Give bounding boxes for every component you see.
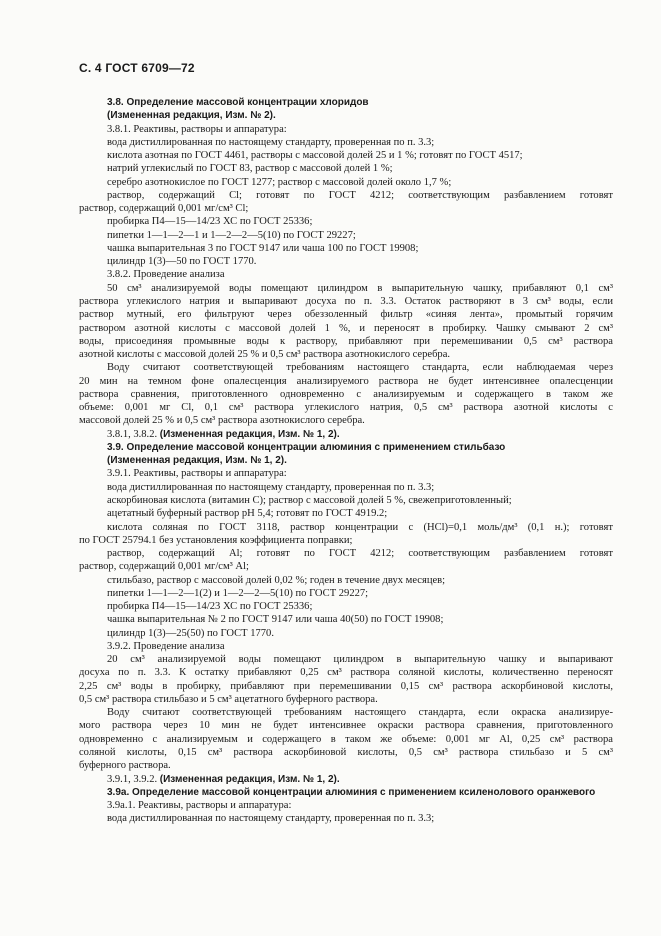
text-line: чашка выпарительная 3 по ГОСТ 9147 или чаша 100 по ГОСТ 19908; [107,242,419,254]
text-line: пипетки 1—1—2—1 и 1—2—2—5(10) по ГОСТ 29227; [107,229,356,241]
text-line: досуха по п. 3.3. К остатку прибавляют 0,25 см³ раствора соляной кислоты, количественно переносят [79,667,613,679]
text-line: раствор, содержащий 0,001 мг/см³ Cl; [79,203,249,215]
page-header: С. 4 ГОСТ 6709—72 [79,61,195,75]
text-line-number: 3.9.1, 3.9.2. [107,773,160,785]
text-line: пипетки 1—1—2—1(2) и 1—2—2—5(10) по ГОСТ 29227; [107,587,369,599]
text-line: 2,25 см³ воды в пробирку, прибавляют при перемешивании 0,15 см³ раствора аскорбиновой кислоты, [79,680,613,692]
text-line: вода дистиллированная по настоящему стандарту, проверенная по п. 3.3; [107,481,435,493]
text-line: пробирка П4—15—14/23 ХС по ГОСТ 25336; [107,601,313,613]
text-line: 20 мин на темном фоне опалесценция анализируемого раствора не будет интенсивнее опалесценции [79,375,613,387]
text-line: 3.9.1. Реактивы, растворы и аппаратура: [107,468,287,480]
text-line: одновременно с анализируемым и содержащего в таком же объеме: 0,001 мг Al, 0,25 см³ раствора [79,733,613,745]
text-line: 3.9. Определение массовой концентрации алюминия с применением стильбазо [107,441,506,453]
text-line: 3.9.2. Проведение анализа [107,640,225,652]
text-line: азотной кислоты с массовой долей 25 % и 0,5 см³ раствора азотнокислого серебра. [79,349,451,361]
text-line: ацетатный буферный раствор pH 5,4; готовят по ГОСТ 4919.2; [107,508,388,520]
text-line: кислота соляная по ГОСТ 3118, раствор концентрации c (HCl)=0,1 моль/дм³ (0,1 н.); готовят [107,521,613,533]
text-line: 3.8. Определение массовой концентрации хлоридов [107,97,369,108]
text-line: раствора углекислого натрия и выпаривают досуха по п. 3.3. Остаток растворяют в 3 см³ воды, если [79,295,613,307]
text-line: (Измененная редакция, Изм. № 1, 2). [107,455,287,467]
text-line: пробирка П4—15—14/23 ХС по ГОСТ 25336; [107,216,313,228]
text-line: раствора сравнения, приготовленного одновременно с анализируемым и содержащего в таком же [79,388,613,400]
text-line: (Измененная редакция, Изм. № 2). [107,110,276,122]
text-line: объеме: 0,001 мг Cl, 0,1 см³ раствора углекислого натрия, 0,5 см³ раствора азотной кислоты с [79,402,613,414]
text-line: раствор, содержащий Al; готовят по ГОСТ 4212; соответствующим разбавлением готовят [107,548,613,560]
text-line: 0,5 см³ раствора стильбазо и 5 см³ ацетатного буферного раствора. [79,693,378,705]
text-line-number: 3.8.1, 3.8.2. [107,428,160,440]
text-line: массовой долей 25 % и 0,5 см³ раствора азотнокислого серебра. [79,415,365,427]
text-line: серебро азотнокислое по ГОСТ 1277; раствор с массовой долей около 1,7 %; [107,176,452,188]
text-line: Воду считают соответствующей требованиям настоящего стандарта, если наблюдаемая через [107,362,613,374]
text-line: раствор мутный, его фильтруют через обеззоленный фильтр «синяя лента», промытый горячим [79,309,613,321]
text-line: вода дистиллированная по настоящему стандарту, проверенная по п. 3.3; [107,813,435,825]
text-line: раствор, содержащий 0,001 мг/см³ Al; [79,561,249,573]
text-line [79,773,613,786]
text-line [79,428,613,441]
text-line: раствором азотной кислоты с массовой долей 1 %, и переносят в пробирку. Чашку смывают 2 см³ [79,322,613,334]
text-line: воды, присоединяя промывные воды к раствору, прибавляют при перемешивании 0,5 см³ раствора [79,335,613,347]
text-line: соляной кислоты, 0,15 см³ раствора аскорбиновой кислоты, 0,5 см³ раствора стильбазо и 5 см³ [79,747,613,759]
text-line: раствор, содержащий Cl; готовят по ГОСТ 4212; соответствующим разбавлением готовят [107,189,613,201]
text-line: 3.9а. Определение массовой концентрации алюминия с применением ксиленолового оранжевого [107,786,596,798]
text-line: 3.9а.1. Реактивы, растворы и аппаратура: [107,800,292,812]
text-line: чашка выпарительная № 2 по ГОСТ 9147 или чаша 40(50) по ГОСТ 19908; [107,614,444,626]
text-line: цилиндр 1(3)—25(50) по ГОСТ 1770. [107,627,274,639]
text-line: стильбазо, раствор с массовой долей 0,02 %; годен в течение двух месяцев; [107,574,446,586]
text-line: 50 см³ анализируемой воды помещают цилиндром в выпарительную чашку, прибавляют 0,1 см³ [107,282,613,294]
text-line: цилиндр 1(3)—50 по ГОСТ 1770. [107,256,257,268]
text-line: натрий углекислый по ГОСТ 83, раствор с массовой долей 1 %; [107,163,393,175]
text-line: по ГОСТ 25794.1 без установления коэффициента поправки; [79,534,353,546]
text-line: мого раствора через 10 мин не будет интенсивнее окраски раствора сравнения, приготовленного [79,720,613,732]
amendment-note: (Измененная редакция, Изм. № 1, 2). [159,773,340,785]
text-line: кислота азотная по ГОСТ 4461, растворы с массовой долей 25 и 1 %; готовят по ГОСТ 4517; [107,150,523,162]
text-line: 20 см³ анализируемой воды помещают цилиндром в выпарительную чашку и выпаривают [107,654,613,666]
text-line: Воду считают соответствующей требованиям настоящего стандарта, если окраска анализируе- [107,707,613,719]
text-line: вода дистиллированная по настоящему стандарту, проверенная по п. 3.3; [107,136,435,148]
text-line: 3.8.2. Проведение анализа [107,269,225,281]
text-line: аскорбиновая кислота (витамин С); раствор с массовой долей 5 %, свежеприготовленный; [107,494,512,506]
amendment-note: (Измененная редакция, Изм. № 1, 2). [159,428,340,440]
text-line: буферного раствора. [79,760,171,772]
document-body [79,96,613,826]
text-line: 3.8.1. Реактивы, растворы и аппаратура: [107,123,287,135]
